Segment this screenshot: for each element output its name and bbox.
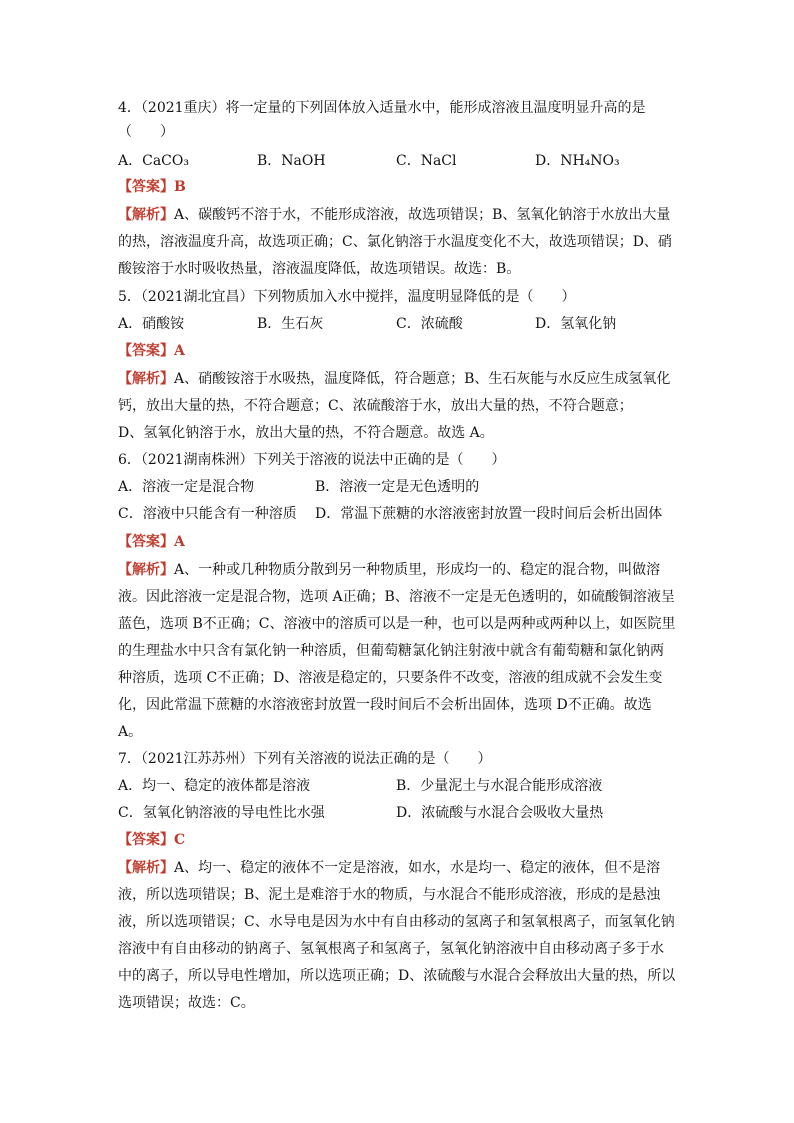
analysis-text: A、一种或几种物质分散到另一种物质里，形成均一的、稳定的混合物，叫做溶 — [174, 562, 661, 578]
answer-value: C — [174, 832, 186, 848]
question-7-stem: 7．（2021江苏苏州）下列有关溶液的说法正确的是（ ） — [118, 751, 492, 767]
option-a: A．均一、稳定的液体都是溶液 — [118, 778, 311, 794]
option-c: C．溶液中只能含有一种溶质 — [118, 506, 297, 522]
option-d: D．浓硫酸与水混合会吸收大量热 — [396, 805, 604, 821]
analysis-text: A、均一、稳定的液体不一定是溶液，如水，水是均一、稳定的液体，但不是溶 — [174, 860, 661, 876]
answer-value: B — [174, 179, 186, 195]
question-7-analysis-line-1 — [118, 855, 660, 881]
question-7-analysis-line-6: 选项错误；故选：C。 — [118, 995, 255, 1011]
question-7-answer — [118, 827, 185, 853]
question-4-stem-line-2: （ ） — [118, 124, 174, 140]
option-b: B．溶液一定是无色透明的 — [315, 479, 480, 495]
option-c: C．浓硫酸 — [396, 316, 463, 332]
analysis-label: 【解析】 — [118, 562, 174, 578]
question-6-analysis-line-2: 液。因此溶液一定是混合物，选项 A正确；B、溶液不一定是无色透明的，如硫酸铜溶液呈 — [118, 589, 675, 605]
answer-label: 【答案】 — [118, 179, 174, 195]
option-b: B．NaOH — [257, 153, 326, 169]
analysis-text: A、碳酸钙不溶于水，不能形成溶液，故选项错误；B、氢氧化钠溶于水放出大量 — [174, 207, 671, 223]
question-5-analysis-line-2: 钙，放出大量的热，不符合题意；C、浓硫酸溶于水，放出大量的热，不符合题意； — [118, 398, 633, 414]
question-7-analysis-line-5: 中的离子，所以导电性增加，所以选项正确；D、浓硫酸与水混合会释放出大量的热，所以 — [118, 968, 676, 984]
question-5-analysis-line-1 — [118, 366, 670, 392]
option-b: B．生石灰 — [257, 316, 324, 332]
question-7-analysis-line-2: 液，所以选项错误；B、泥土是难溶于水的物质，与水混合不能形成溶液，形成的是悬浊 — [118, 887, 661, 903]
question-6-analysis-line-3: 蓝色，选项 B不正确；C、溶液中的溶质可以是一种，也可以是两种或两种以上，如医院里 — [118, 616, 676, 632]
option-b: B．少量泥土与水混合能形成溶液 — [396, 778, 603, 794]
question-6-analysis-line-5: 种溶质，选项 C不正确；D、溶液是稳定的，只要条件不改变，溶液的组成就不会发生变 — [118, 670, 663, 686]
option-c: C．NaCl — [396, 153, 457, 169]
answer-value: A — [174, 343, 185, 359]
question-6-stem: 6．（2021湖南株洲）下列关于溶液的说法中正确的是（ ） — [118, 452, 506, 468]
answer-label: 【答案】 — [118, 534, 174, 550]
option-a: A．CaCO₃ — [118, 153, 189, 169]
question-6-analysis-line-6: 化，因此常温下蔗糖的水溶液密封放置一段时间后不会析出固体，选项 D不正确。故选 — [118, 697, 652, 713]
answer-label: 【答案】 — [118, 832, 174, 848]
option-d: D．NH₄NO₃ — [535, 153, 620, 169]
question-4-analysis-line-3: 酸铵溶于水时吸收热量，溶液温度降低，故选项错误。故选：B。 — [118, 261, 521, 277]
option-d: D．常温下蔗糖的水溶液密封放置一段时间后会析出固体 — [315, 506, 663, 522]
question-4-analysis-line-2: 的热，溶液温度升高，故选项正确；C、氯化钠溶于水温度变化不大，故选项错误；D、硝 — [118, 234, 672, 250]
question-4-answer — [118, 174, 186, 200]
question-6-analysis-line-1 — [118, 557, 660, 583]
question-7-analysis-line-3: 液，所以选项错误；C、水导电是因为水中有自由移动的氢离子和氢氧根离子，而氢氧化钠 — [118, 914, 675, 930]
answer-label: 【答案】 — [118, 343, 174, 359]
option-c: C．氢氧化钠溶液的导电性比水强 — [118, 805, 325, 821]
analysis-label: 【解析】 — [118, 371, 174, 387]
question-5-answer — [118, 338, 185, 364]
question-6-answer — [118, 529, 185, 555]
analysis-label: 【解析】 — [118, 207, 174, 223]
analysis-label: 【解析】 — [118, 860, 174, 876]
option-a: A．溶液一定是混合物 — [118, 479, 255, 495]
question-5-stem: 5．（2021湖北宜昌）下列物质加入水中搅拌，温度明显降低的是（ ） — [118, 289, 576, 305]
answer-value: A — [174, 534, 185, 550]
question-4-stem-line-1: 4．（2021重庆）将一定量的下列固体放入适量水中，能形成溶液且温度明显升高的是 — [118, 100, 646, 116]
question-6-analysis-line-7: A。 — [118, 724, 143, 740]
question-7-analysis-line-4: 溶液中有自由移动的钠离子、氢氧根离子和氢离子，氢氧化钠溶液中自由移动离子多于水 — [118, 941, 664, 957]
option-d: D．氢氧化钠 — [535, 316, 617, 332]
question-6-analysis-line-4: 的生理盐水中只含有氯化钠一种溶质，但葡萄糖氯化钠注射液中就含有葡萄糖和氯化钠两 — [118, 643, 664, 659]
analysis-text: A、硝酸铵溶于水吸热，温度降低，符合题意；B、生石灰能与水反应生成氢氧化 — [174, 371, 671, 387]
option-a: A．硝酸铵 — [118, 316, 185, 332]
question-5-analysis-line-3: D、氢氧化钠溶于水，放出大量的热，不符合题意。故选 A。 — [118, 425, 494, 441]
question-4-analysis-line-1 — [118, 202, 670, 228]
